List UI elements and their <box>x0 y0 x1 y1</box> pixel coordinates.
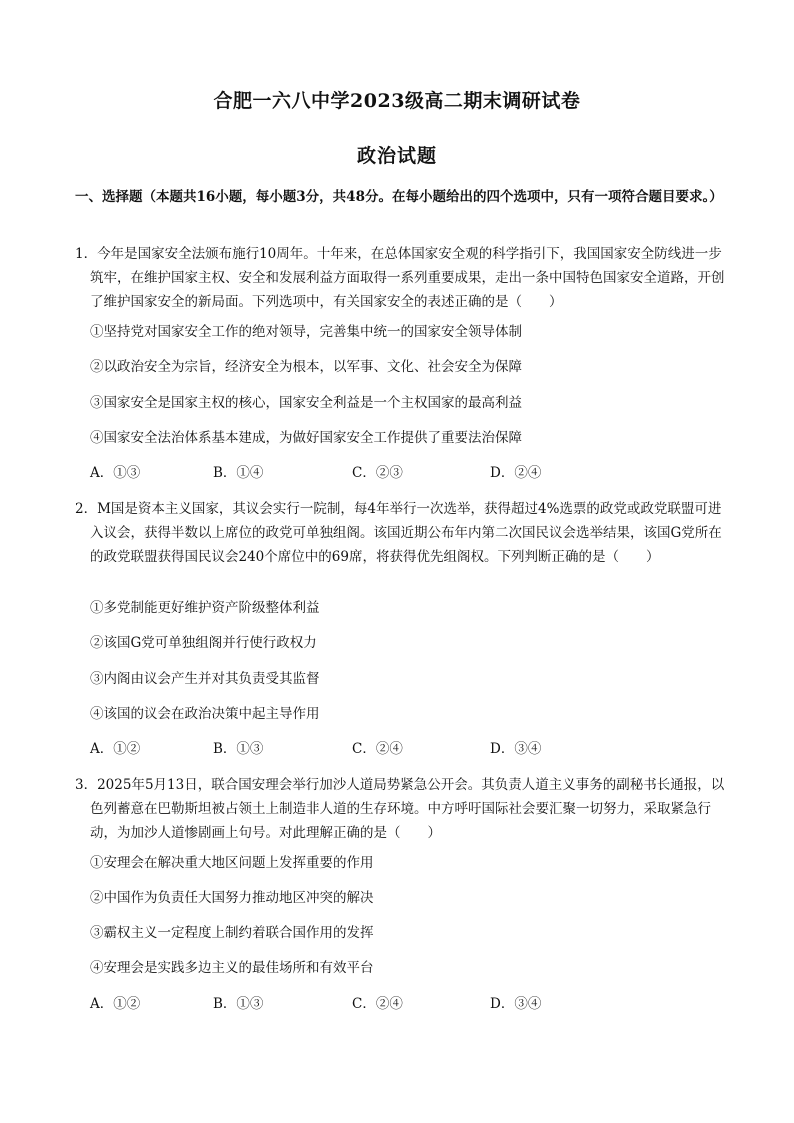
question-1-choice-a[interactable]: A．①③ <box>90 465 141 481</box>
question-1-stem: 1．今年是国家安全法颁布施行10周年。十年来，在总体国家安全观的科学指引下，我国国家安全防线进一步筑牢，在维护国家主权、安全和发展利益方面取得一系列重要成果，走出一条中国特色国家安全道路，开创了维护国家安全的新局面。下列选项中，有关国家安全的表述正确的是（ ） <box>75 246 725 310</box>
question-2-choice-a[interactable]: A．①② <box>90 741 141 757</box>
question-2-choice-c[interactable]: C．②④ <box>352 741 403 757</box>
question-2-stem: 2．M国是资本主义国家，其议会实行一院制，每4年举行一次选举，获得超过4%选票的政党或政党联盟可进入议会，获得半数以上席位的政党可单独组阁。该国近期公布年内第二次国民议会选举结果，该国G党所在的政党联盟获得国民议会240个席位中的69席，将获得优先组阁权。下列判断正确的是（ ） <box>75 501 722 565</box>
question-2 <box>75 497 725 569</box>
question-1-statement-2: ②以政治安全为宗旨，经济安全为根本，以军事、文化、社会安全为保障 <box>90 359 522 375</box>
question-3-stem: 3．2025年5月13日，联合国安理会举行加沙人道局势紧急公开会。其负责人道主义事务的副秘书长通报，以色列蓄意在巴勒斯坦被占领土上制造非人道的生存环境。中方呼吁国际社会要汇聚一切努力，采取紧急行动，为加沙人道惨剧画上句号。对此理解正确的是（ ） <box>75 777 725 841</box>
question-2-statement-3: ③内阁由议会产生并对其负责受其监督 <box>90 671 320 687</box>
question-1-choices <box>90 463 690 483</box>
question-2-statement-1: ①多党制能更好维护资产阶级整体利益 <box>90 600 320 616</box>
question-3-statement-1: ①安理会在解决重大地区问题上发挥重要的作用 <box>90 855 374 871</box>
question-2-statement-2: ②该国G党可单独组阁并行使行政权力 <box>90 635 317 651</box>
question-3-choice-b[interactable]: B．①③ <box>213 996 264 1012</box>
section-heading: 一、选择题（本题共16小题，每小题3分，共48分。在每小题给出的四个选项中，只有一项符合题目要求。） <box>75 189 723 205</box>
question-1-statement-3: ③国家安全是国家主权的核心，国家安全利益是一个主权国家的最高利益 <box>90 395 522 411</box>
question-1 <box>75 242 725 314</box>
question-1-statement-4: ④国家安全法治体系基本建成，为做好国家安全工作提供了重要法治保障 <box>90 430 522 446</box>
question-3-choice-c[interactable]: C．②④ <box>352 996 403 1012</box>
question-3-choices <box>90 994 690 1014</box>
question-1-statement-1: ①坚持党对国家安全工作的绝对领导，完善集中统一的国家安全领导体制 <box>90 324 522 340</box>
question-3-statement-3: ③霸权主义一定程度上制约着联合国作用的发挥 <box>90 925 374 941</box>
question-1-choice-c[interactable]: C．②③ <box>352 465 403 481</box>
question-1-choice-d[interactable]: D．②④ <box>490 465 542 481</box>
question-2-choice-b[interactable]: B．①③ <box>213 741 264 757</box>
question-3-statement-2: ②中国作为负责任大国努力推动地区冲突的解决 <box>90 890 374 906</box>
exam-title: 合肥一六八中学2023级高二期末调研试卷 <box>213 90 581 112</box>
question-3-choice-d[interactable]: D．③④ <box>490 996 542 1012</box>
question-2-statement-4: ④该国的议会在政治决策中起主导作用 <box>90 706 320 722</box>
question-3-statement-4: ④安理会是实践多边主义的最佳场所和有效平台 <box>90 960 374 976</box>
question-2-choice-d[interactable]: D．③④ <box>490 741 542 757</box>
question-3-choice-a[interactable]: A．①② <box>90 996 141 1012</box>
question-1-choice-b[interactable]: B．①④ <box>213 465 264 481</box>
question-2-choices <box>90 739 690 759</box>
question-3 <box>75 773 725 845</box>
subject-title: 政治试题 <box>356 145 437 167</box>
